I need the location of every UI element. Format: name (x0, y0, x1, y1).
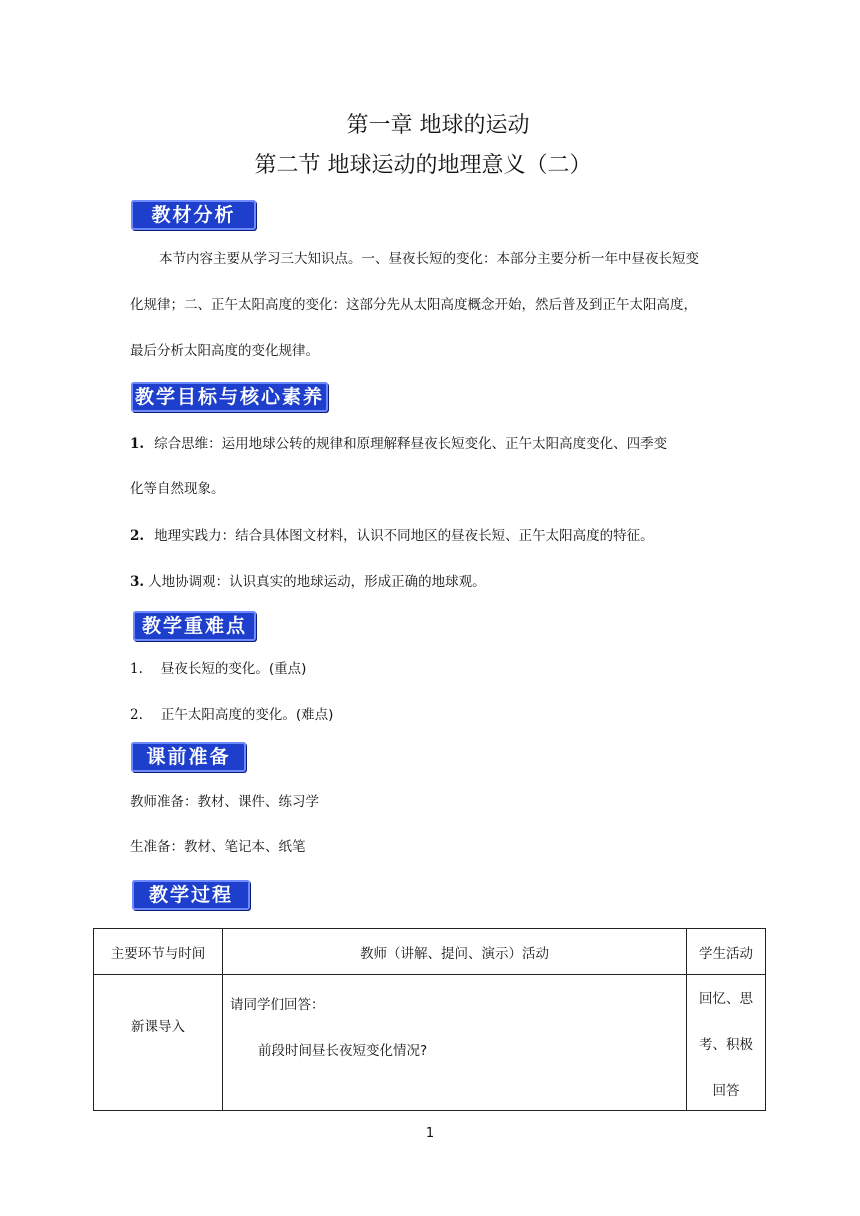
section-badge-prep: 课前准备 (131, 742, 246, 772)
header-cell-teacher: 教师（讲解、提问、演示）活动 (223, 929, 687, 975)
analysis-line-1: 本节内容主要从学习三大知识点。一、昼夜长短的变化：本部分主要分析一年中昼夜长短变 (159, 251, 699, 267)
keypoint-number: 2. (130, 707, 143, 723)
teacher-activity-cell (223, 975, 687, 1111)
goal-item-3 (130, 570, 486, 590)
section-title: 第二节 地球运动的地理意义（二） (254, 153, 592, 178)
student-activity-line-3: 回答 (712, 1083, 740, 1099)
teacher-activity-line-2: 前段时间昼长夜短变化情况? (258, 1043, 428, 1059)
analysis-line-2: 化规律；二、正午太阳高度的变化：这部分先从太阳高度概念开始，然后普及到正午太阳高度， (130, 297, 697, 313)
teacher-activity-line-1: 请同学们回答： (230, 997, 325, 1013)
analysis-line-3: 最后分析太阳高度的变化规律。 (130, 343, 319, 359)
teacher-prep: 教师准备：教材、课件、练习学 (130, 794, 319, 810)
teaching-process-table (93, 928, 766, 1111)
stage-cell (94, 975, 223, 1111)
student-activity-cell (687, 975, 766, 1111)
goal-number: 1. (130, 436, 145, 452)
student-activity-line-1: 回忆、思 (699, 991, 753, 1007)
section-badge-analysis: 教材分析 (131, 200, 256, 230)
header-cell-student: 学生活动 (687, 929, 766, 975)
keypoint-text: 正午太阳高度的变化。(难点) (160, 707, 334, 723)
goal-text: 地理实践力：结合具体图文材料，认识不同地区的昼夜长短、正午太阳高度的特征。 (154, 528, 654, 544)
goal-item-1-continued: 化等自然现象。 (130, 481, 225, 497)
section-badge-process: 教学过程 (132, 880, 250, 910)
section-badge-goals: 教学目标与核心素养 (131, 382, 328, 412)
chapter-title: 第一章 地球的运动 (346, 113, 530, 138)
section-badge-keypoints: 教学重难点 (133, 611, 256, 641)
student-activity-line-2: 考、积极 (699, 1037, 753, 1053)
goal-item-2 (130, 524, 654, 544)
goal-item-1 (130, 432, 667, 452)
table-header-row (94, 929, 766, 975)
keypoint-item-2 (130, 703, 333, 723)
keypoint-item-1 (130, 657, 306, 677)
header-cell-stage: 主要环节与时间 (94, 929, 223, 975)
page-number: 1 (425, 1126, 435, 1141)
stage-text: 新课导入 (131, 1019, 185, 1035)
table-row (94, 975, 766, 1111)
keypoint-text: 昼夜长短的变化。(重点) (160, 661, 307, 677)
goal-text: 综合思维：运用地球公转的规律和原理解释昼夜长短变化、正午太阳高度变化、四季变 (154, 436, 668, 452)
keypoint-number: 1. (130, 661, 143, 677)
student-prep: 生准备：教材、笔记本、纸笔 (130, 839, 306, 855)
goal-number: 3. (130, 574, 145, 590)
goal-number: 2. (130, 528, 145, 544)
goal-text: 人地协调观：认识真实的地球运动，形成正确的地球观。 (148, 574, 486, 590)
